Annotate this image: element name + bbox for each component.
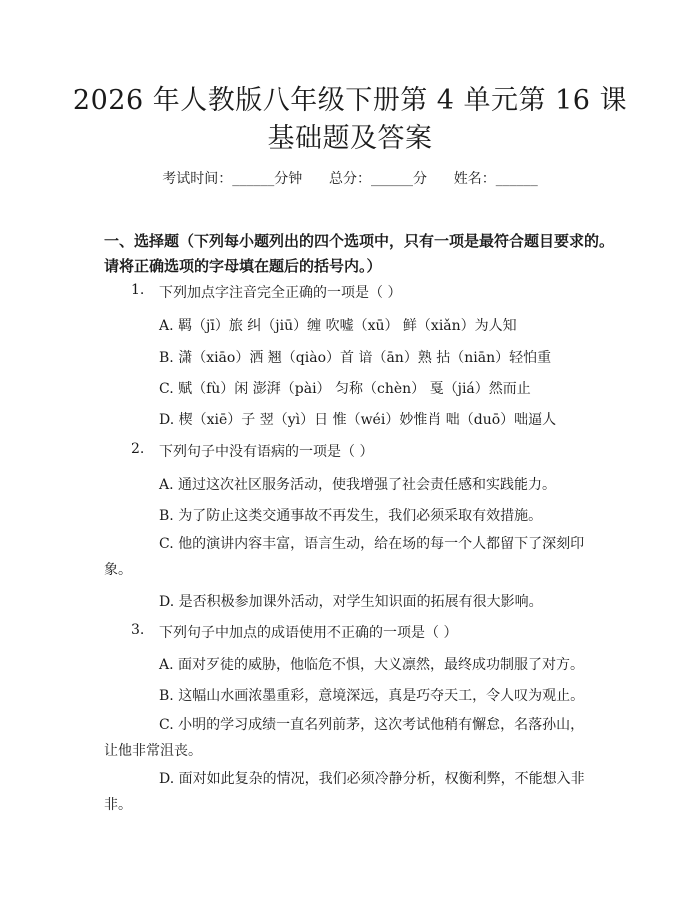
question-number: 1. [131,282,145,298]
question-stem: 下列句子中没有语病的一项是（ ） [159,444,374,460]
option-c: C. 小明的学习成绩一直名列前茅，这次考试他稍有懈怠，名落孙山，让他非常沮丧。 [104,717,585,759]
option-c: C. 他的演讲内容丰富，语言生动，给在场的每一个人都留下了深刻印象。 [104,536,585,578]
option-d: D. 是否积极参加课外活动，对学生知识面的拓展有很大影响。 [159,594,543,610]
exam-meta: 考试时间：______分钟 总分：______分 姓名：______ [162,171,538,187]
question-stem: 下列加点字注音完全正确的一项是（ ） [159,285,402,301]
section-heading: 一、选择题（下列每小题列出的四个选项中，只有一项是最符合题目要求的。请将正确选项的字母填在题后的括号内。） [104,232,615,275]
option-a: A. 羁（jī）旅 纠（jiū）缠 吹嘘（xū） 鲜（xiǎn）为人知 [159,318,517,334]
option-b: B. 这幅山水画浓墨重彩，意境深远，真是巧夺天工，令人叹为观止。 [159,688,585,704]
option-b: B. 潇（xiāo）洒 翘（qiào）首 谙（ān）熟 拈（niān）轻怕重 [159,350,552,366]
page-title [0,82,700,158]
question-number: 3. [131,622,145,638]
option-a: A. 通过这次社区服务活动，使我增强了社会责任感和实践能力。 [159,477,557,493]
option-a: A. 面对歹徒的威胁，他临危不惧，大义凛然，最终成功制服了对方。 [159,657,585,673]
option-d: D. 楔（xiē）子 翌（yì）日 惟（wéi）妙惟肖 咄（duō）咄逼人 [159,412,557,428]
question-number: 2. [131,441,145,457]
option-c: C. 赋（fù）闲 澎湃（pài） 匀称（chèn） 戛（jiá）然而止 [159,381,531,397]
option-d: D. 面对如此复杂的情况，我们必须冷静分析，权衡利弊，不能想入非非。 [104,771,585,813]
option-b: B. 为了防止这类交通事故不再发生，我们必须采取有效措施。 [159,508,543,524]
title-line-2: 基础题及答案 [267,123,433,154]
question-stem: 下列句子中加点的成语使用不正确的一项是（ ） [159,625,458,641]
title-line-1: 2026 年人教版八年级下册第 4 单元第 16 课 [72,85,628,116]
